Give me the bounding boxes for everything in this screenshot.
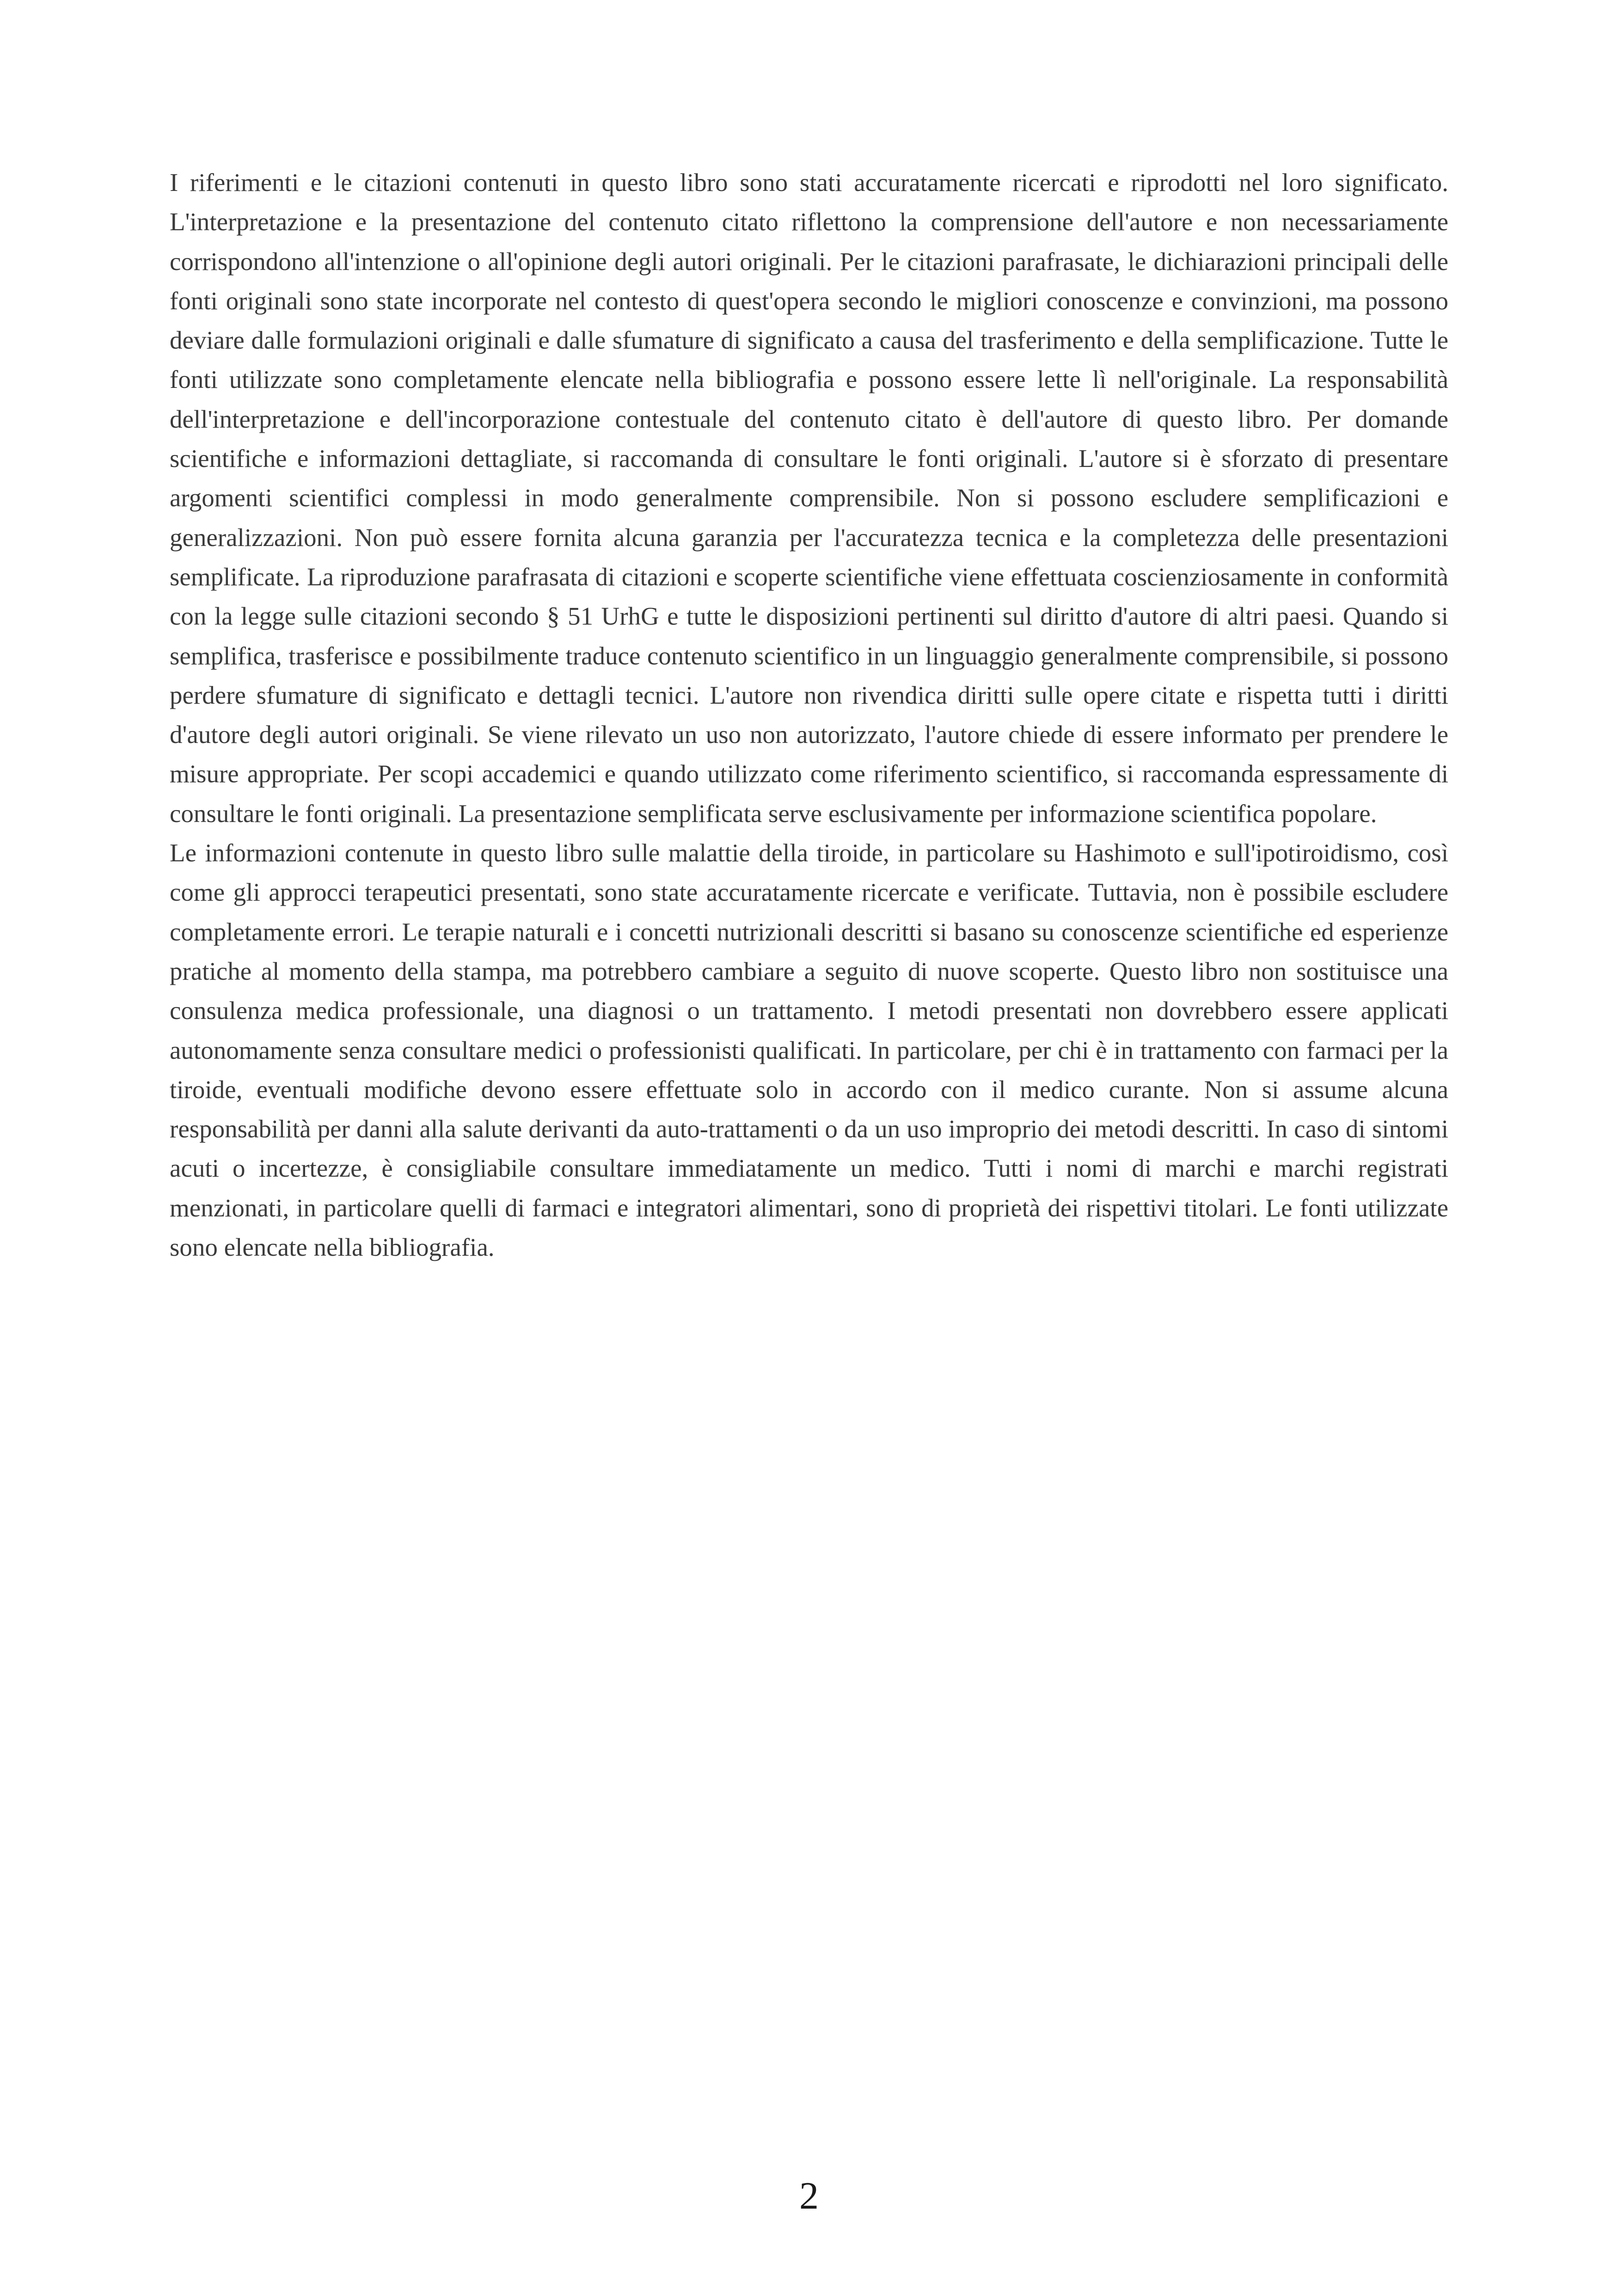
body-text (170, 163, 1448, 1267)
page-number: 2 (799, 2174, 819, 2217)
paragraph-medical-disclaimer: Le informazioni contenute in questo libro sulle malattie della tiroide, in particolare su Hashimoto e sull'ipotiroidismo, così come gli approcci terapeutici presentati, sono state accuratamente ricercate e verificate. Tuttavia, non è possibile escludere completamente errori. Le terapie naturali e i concetti nutrizionali descritti si basano su conoscenze scientifiche ed esperienze pratiche al momento della stampa, ma potrebbero cambiare a seguito di nuove scoperte. Questo libro non sostituisce una consulenza medica professionale, una diagnosi o un trattamento. I metodi presentati non dovrebbero essere applicati autonomamente senza consultare medici o professionisti qualificati. In particolare, per chi è in trattamento con farmaci per la tiroide, eventuali modifiche devono essere effettuate solo in accordo con il medico curante. Non si assume alcuna responsabilità per danni alla salute derivanti da auto-trattamenti o da un uso improprio dei metodi descritti. In caso di sintomi acuti o incertezze, è consigliabile consultare immediatamente un medico. Tutti i nomi di marchi e marchi registrati menzionati, in particolare quelli di farmaci e integratori alimentari, sono di proprietà dei rispettivi titolari. Le fonti utilizzate sono elencate nella bibliografia. (170, 839, 1448, 1262)
paragraph-citations-disclaimer: I riferimenti e le citazioni contenuti in questo libro sono stati accuratamente ricercati e riprodotti nel loro significato. L'interpretazione e la presentazione del contenuto citato riflettono la comprensione dell'autore e non necessariamente corrispondono all'intenzione o all'opinione degli autori originali. Per le citazioni parafrasate, le dichiarazioni principali delle fonti originali sono state incorporate nel contesto di quest'opera secondo le migliori conoscenze e convinzioni, ma possono deviare dalle formulazioni originali e dalle sfumature di significato a causa del trasferimento e della semplificazione. Tutte le fonti utilizzate sono completamente elencate nella bibliografia e possono essere lette lì nell'originale. La responsabilità dell'interpretazione e dell'incorporazione contestuale del contenuto citato è dell'autore di questo libro. Per domande scientifiche e informazioni dettagliate, si raccomanda di consultare le fonti originali. L'autore si è sforzato di presentare argomenti scientifici complessi in modo generalmente comprensibile. Non si possono escludere semplificazioni e generalizzazioni. Non può essere fornita alcuna garanzia per l'accuratezza tecnica e la completezza delle presentazioni semplificate. La riproduzione parafrasata di citazioni e scoperte scientifiche viene effettuata coscienziosamente in conformità con la legge sulle citazioni secondo § 51 UrhG e tutte le disposizioni pertinenti sul diritto d'autore di altri paesi. Quando si semplifica, trasferisce e possibilmente traduce contenuto scientifico in un linguaggio generalmente comprensibile, si possono perdere sfumature di significato e dettagli tecnici. L'autore non rivendica diritti sulle opere citate e rispetta tutti i diritti d'autore degli autori originali. Se viene rilevato un uso non autorizzato, l'autore chiede di essere informato per prendere le misure appropriate. Per scopi accademici e quando utilizzato come riferimento scientifico, si raccomanda espressamente di consultare le fonti originali. La presentazione semplificata serve esclusivamente per informazione scientifica popolare. (170, 168, 1448, 828)
